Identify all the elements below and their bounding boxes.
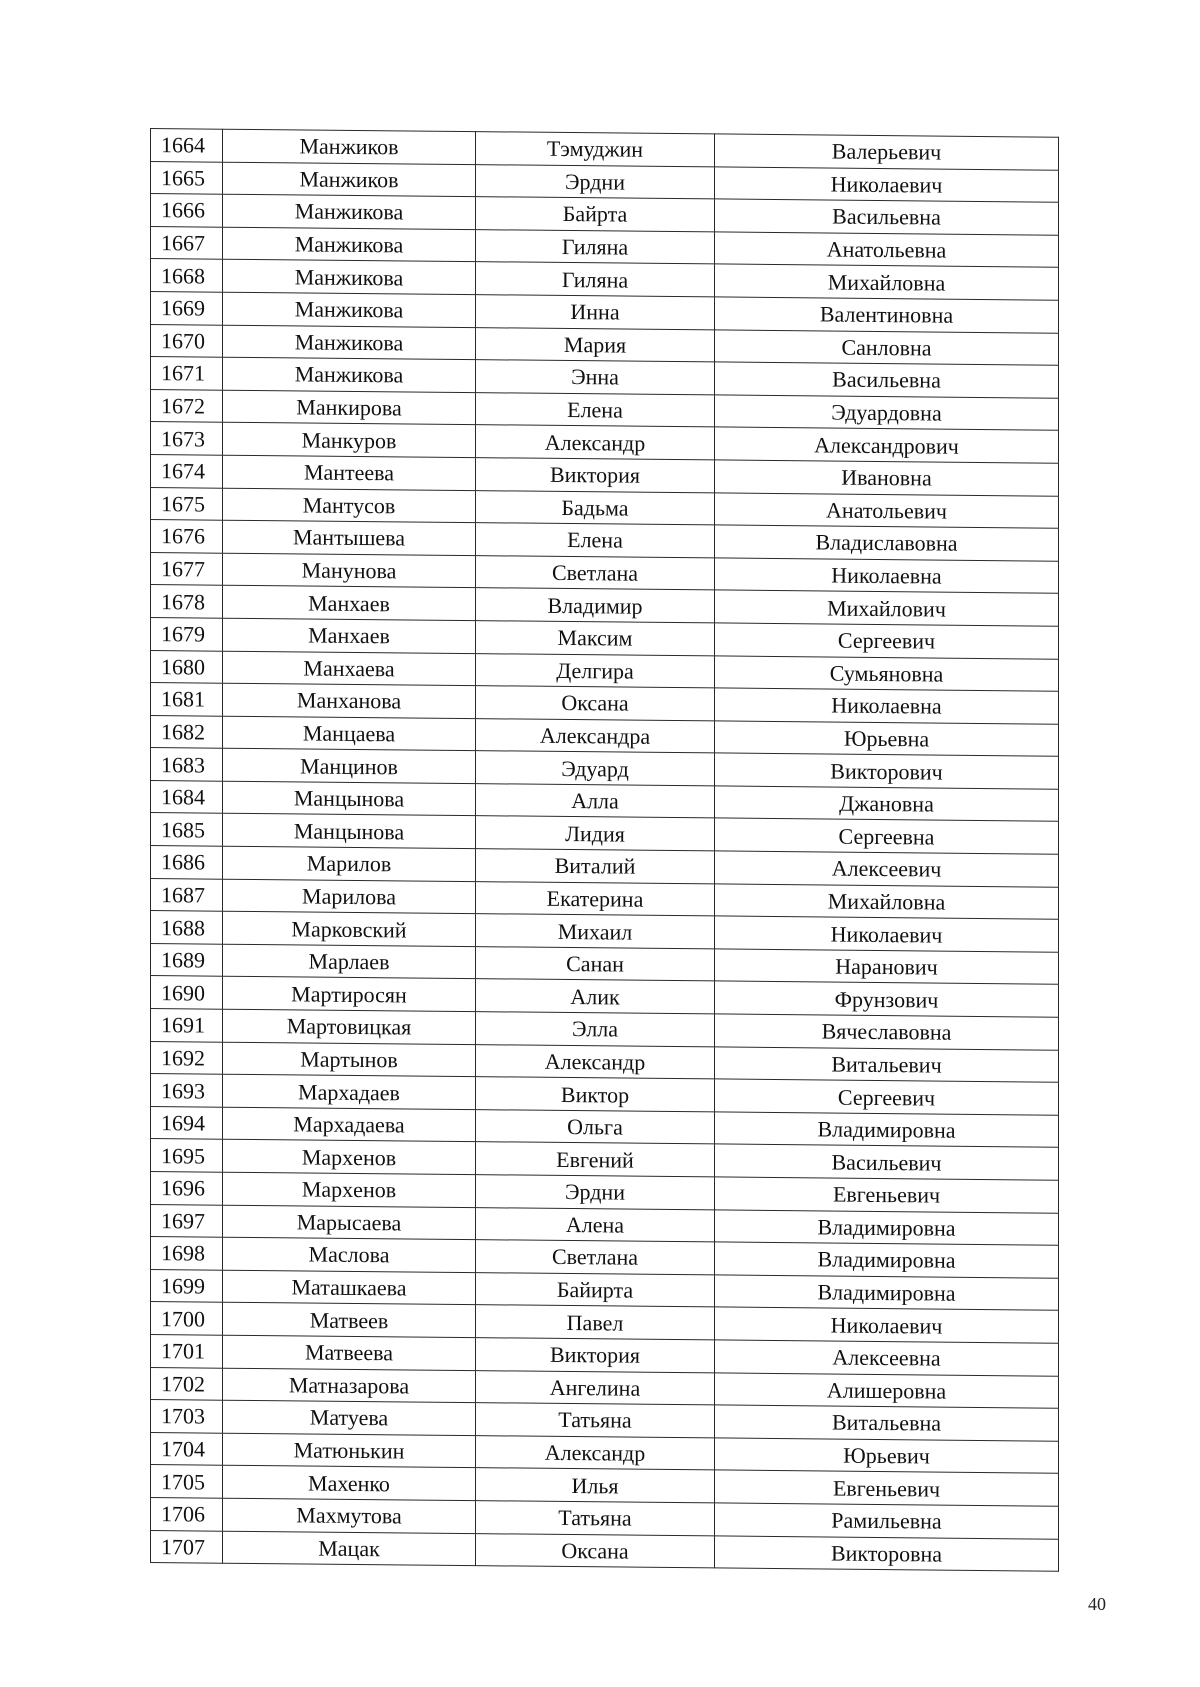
patronymic-cell: Николаевич [715, 916, 1059, 952]
first-name-cell: Александра [476, 718, 715, 753]
patronymic-cell: Сергеевич [715, 623, 1059, 659]
row-number-cell: 1699 [151, 1269, 223, 1302]
row-number-cell: 1681 [151, 683, 223, 716]
row-number-cell: 1705 [151, 1465, 223, 1498]
last-name-cell: Манцаева [223, 716, 476, 751]
row-number-cell: 1695 [151, 1139, 223, 1172]
last-name-cell: Манцынова [223, 781, 476, 816]
first-name-cell: Байрта [476, 197, 715, 232]
first-name-cell: Александр [476, 1435, 715, 1470]
patronymic-cell: Михайловна [715, 264, 1059, 300]
last-name-cell: Манжикова [223, 325, 476, 360]
row-number-cell: 1673 [151, 422, 223, 455]
last-name-cell: Манжиков [223, 162, 476, 197]
patronymic-cell: Джановна [715, 786, 1059, 822]
last-name-cell: Мартиросян [223, 977, 476, 1012]
first-name-cell: Татьяна [476, 1501, 715, 1536]
row-number-cell: 1665 [151, 161, 223, 194]
patronymic-cell: Васильевна [715, 199, 1059, 235]
row-number-cell: 1697 [151, 1204, 223, 1237]
last-name-cell: Матвеев [223, 1303, 476, 1338]
patronymic-cell: Михайлович [715, 590, 1059, 626]
patronymic-cell: Николаевна [715, 558, 1059, 594]
last-name-cell: Мартовицкая [223, 1009, 476, 1044]
row-number-cell: 1691 [151, 1009, 223, 1042]
row-number-cell: 1675 [151, 487, 223, 520]
row-number-cell: 1680 [151, 650, 223, 683]
first-name-cell: Александр [476, 425, 715, 460]
patronymic-cell: Юрьевна [715, 721, 1059, 757]
last-name-cell: Манунова [223, 553, 476, 588]
row-number-cell: 1686 [151, 846, 223, 879]
row-number-cell: 1678 [151, 585, 223, 618]
last-name-cell: Марxенов [223, 1172, 476, 1207]
first-name-cell: Эрдни [476, 164, 715, 199]
last-name-cell: Матуева [223, 1400, 476, 1435]
last-name-cell: Манцынова [223, 814, 476, 849]
patronymic-cell: Васильевна [715, 362, 1059, 398]
first-name-cell: Виктория [476, 458, 715, 493]
last-name-cell: Манханова [223, 683, 476, 718]
row-number-cell: 1683 [151, 748, 223, 781]
patronymic-cell: Владимировна [715, 1275, 1059, 1311]
first-name-cell: Элла [476, 1012, 715, 1047]
last-name-cell: Мацак [223, 1531, 476, 1566]
row-number-cell: 1693 [151, 1074, 223, 1107]
first-name-cell: Оксана [476, 686, 715, 721]
last-name-cell: Мархадаева [223, 1107, 476, 1142]
patronymic-cell: Николаевна [715, 688, 1059, 724]
patronymic-cell: Валентиновна [715, 297, 1059, 333]
patronymic-cell: Анатольевна [715, 232, 1059, 268]
first-name-cell: Тэмуджин [476, 132, 715, 167]
row-number-cell: 1706 [151, 1497, 223, 1530]
patronymic-cell: Владимировна [715, 1112, 1059, 1148]
first-name-cell: Бадьма [476, 490, 715, 525]
patronymic-cell: Викторович [715, 753, 1059, 789]
row-number-cell: 1670 [151, 324, 223, 357]
first-name-cell: Евгений [476, 1142, 715, 1177]
first-name-cell: Гиляна [476, 262, 715, 297]
first-name-cell: Эрдни [476, 1175, 715, 1210]
patronymic-cell: Николаевич [715, 1307, 1059, 1343]
first-name-cell: Виктория [476, 1338, 715, 1373]
patronymic-cell: Владимировна [715, 1242, 1059, 1278]
first-name-cell: Владимир [476, 588, 715, 623]
first-name-cell: Санан [476, 946, 715, 981]
patronymic-cell: Викторовна [715, 1535, 1059, 1571]
row-number-cell: 1674 [151, 454, 223, 487]
patronymic-cell: Валерьевич [715, 134, 1059, 170]
patronymic-cell: Васильевич [715, 1144, 1059, 1180]
last-name-cell: Манжикова [223, 260, 476, 295]
row-number-cell: 1707 [151, 1530, 223, 1563]
row-number-cell: 1688 [151, 911, 223, 944]
patronymic-cell: Наранович [715, 949, 1059, 985]
last-name-cell: Мантышева [223, 520, 476, 555]
first-name-cell: Байирта [476, 1272, 715, 1307]
last-name-cell: Манкирова [223, 390, 476, 425]
first-name-cell: Энна [476, 360, 715, 395]
row-number-cell: 1679 [151, 617, 223, 650]
patronymic-cell: Анатольевич [715, 492, 1059, 528]
last-name-cell: Матназарова [223, 1368, 476, 1403]
patronymic-cell: Витальевна [715, 1405, 1059, 1441]
row-number-cell: 1689 [151, 943, 223, 976]
row-number-cell: 1666 [151, 194, 223, 227]
first-name-cell: Елена [476, 392, 715, 427]
patronymic-cell: Ивановна [715, 460, 1059, 496]
row-number-cell: 1664 [151, 129, 223, 162]
last-name-cell: Манжикова [223, 194, 476, 229]
last-name-cell: Марилов [223, 846, 476, 881]
row-number-cell: 1690 [151, 976, 223, 1009]
first-name-cell: Мария [476, 327, 715, 362]
first-name-cell: Оксана [476, 1533, 715, 1568]
first-name-cell: Делгира [476, 653, 715, 688]
last-name-cell: Манжикова [223, 357, 476, 392]
row-number-cell: 1669 [151, 291, 223, 324]
names-table [150, 128, 1059, 1572]
first-name-cell: Гиляна [476, 229, 715, 264]
row-number-cell: 1668 [151, 259, 223, 292]
patronymic-cell: Рамильевна [715, 1503, 1059, 1539]
row-number-cell: 1671 [151, 357, 223, 390]
patronymic-cell: Алишеровна [715, 1372, 1059, 1408]
last-name-cell: Марxенов [223, 1140, 476, 1175]
first-name-cell: Павел [476, 1305, 715, 1340]
row-number-cell: 1684 [151, 780, 223, 813]
patronymic-cell: Владиславовна [715, 525, 1059, 561]
first-name-cell: Алик [476, 979, 715, 1014]
patronymic-cell: Николаевич [715, 167, 1059, 203]
first-name-cell: Виталий [476, 849, 715, 884]
row-number-cell: 1701 [151, 1334, 223, 1367]
patronymic-cell: Фрунзович [715, 981, 1059, 1017]
first-name-cell: Лидия [476, 816, 715, 851]
last-name-cell: Манкуров [223, 423, 476, 458]
patronymic-cell: Вячеславовна [715, 1014, 1059, 1050]
last-name-cell: Марковский [223, 911, 476, 946]
row-number-cell: 1667 [151, 226, 223, 259]
patronymic-cell: Александрович [715, 427, 1059, 463]
first-name-cell: Татьяна [476, 1403, 715, 1438]
patronymic-cell: Владимировна [715, 1210, 1059, 1246]
row-number-cell: 1676 [151, 520, 223, 553]
patronymic-cell: Евгеньевич [715, 1177, 1059, 1213]
first-name-cell: Максим [476, 621, 715, 656]
row-number-cell: 1687 [151, 878, 223, 911]
row-number-cell: 1698 [151, 1237, 223, 1270]
last-name-cell: Манжикова [223, 227, 476, 262]
patronymic-cell: Сергеевна [715, 818, 1059, 854]
last-name-cell: Маташкаева [223, 1270, 476, 1305]
first-name-cell: Александр [476, 1044, 715, 1079]
patronymic-cell: Эдуардовна [715, 395, 1059, 431]
last-name-cell: Махенко [223, 1466, 476, 1501]
first-name-cell: Алена [476, 1207, 715, 1242]
last-name-cell: Манжиков [223, 129, 476, 164]
last-name-cell: Мантусов [223, 488, 476, 523]
last-name-cell: Манжикова [223, 292, 476, 327]
row-number-cell: 1672 [151, 389, 223, 422]
row-number-cell: 1704 [151, 1432, 223, 1465]
first-name-cell: Алла [476, 783, 715, 818]
last-name-cell: Мантеева [223, 455, 476, 490]
row-number-cell: 1677 [151, 552, 223, 585]
first-name-cell: Елена [476, 523, 715, 558]
patronymic-cell: Сергеевич [715, 1079, 1059, 1115]
row-number-cell: 1682 [151, 715, 223, 748]
last-name-cell: Манхаев [223, 618, 476, 653]
last-name-cell: Мартынов [223, 1042, 476, 1077]
row-number-cell: 1702 [151, 1367, 223, 1400]
row-number-cell: 1696 [151, 1172, 223, 1205]
first-name-cell: Екатерина [476, 881, 715, 916]
row-number-cell: 1692 [151, 1041, 223, 1074]
last-name-cell: Манхаева [223, 651, 476, 686]
row-number-cell: 1694 [151, 1106, 223, 1139]
first-name-cell: Ангелина [476, 1370, 715, 1405]
patronymic-cell: Сумьяновна [715, 655, 1059, 691]
patronymic-cell: Юрьевич [715, 1438, 1059, 1474]
patronymic-cell: Алексеевна [715, 1340, 1059, 1376]
first-name-cell: Светлана [476, 555, 715, 590]
row-number-cell: 1685 [151, 813, 223, 846]
names-table-container [150, 128, 1058, 1572]
page-number: 40 [1088, 1594, 1106, 1614]
patronymic-cell: Витальевич [715, 1047, 1059, 1083]
first-name-cell: Виктор [476, 1077, 715, 1112]
patronymic-cell: Алексеевич [715, 851, 1059, 887]
first-name-cell: Михаил [476, 914, 715, 949]
patronymic-cell: Евгеньевич [715, 1470, 1059, 1506]
last-name-cell: Мархадаев [223, 1074, 476, 1109]
last-name-cell: Матюнькин [223, 1433, 476, 1468]
last-name-cell: Манхаев [223, 586, 476, 621]
patronymic-cell: Санловна [715, 329, 1059, 365]
first-name-cell: Светлана [476, 1240, 715, 1275]
first-name-cell: Илья [476, 1468, 715, 1503]
first-name-cell: Ольга [476, 1109, 715, 1144]
last-name-cell: Манцинов [223, 748, 476, 783]
last-name-cell: Маслова [223, 1237, 476, 1272]
last-name-cell: Махмутова [223, 1498, 476, 1533]
row-number-cell: 1700 [151, 1302, 223, 1335]
last-name-cell: Марлаев [223, 944, 476, 979]
patronymic-cell: Михайловна [715, 884, 1059, 920]
first-name-cell: Инна [476, 295, 715, 330]
row-number-cell: 1703 [151, 1400, 223, 1433]
first-name-cell: Эдуард [476, 751, 715, 786]
last-name-cell: Матвеева [223, 1335, 476, 1370]
names-table-body [151, 129, 1059, 1572]
last-name-cell: Марилова [223, 879, 476, 914]
last-name-cell: Марысаева [223, 1205, 476, 1240]
